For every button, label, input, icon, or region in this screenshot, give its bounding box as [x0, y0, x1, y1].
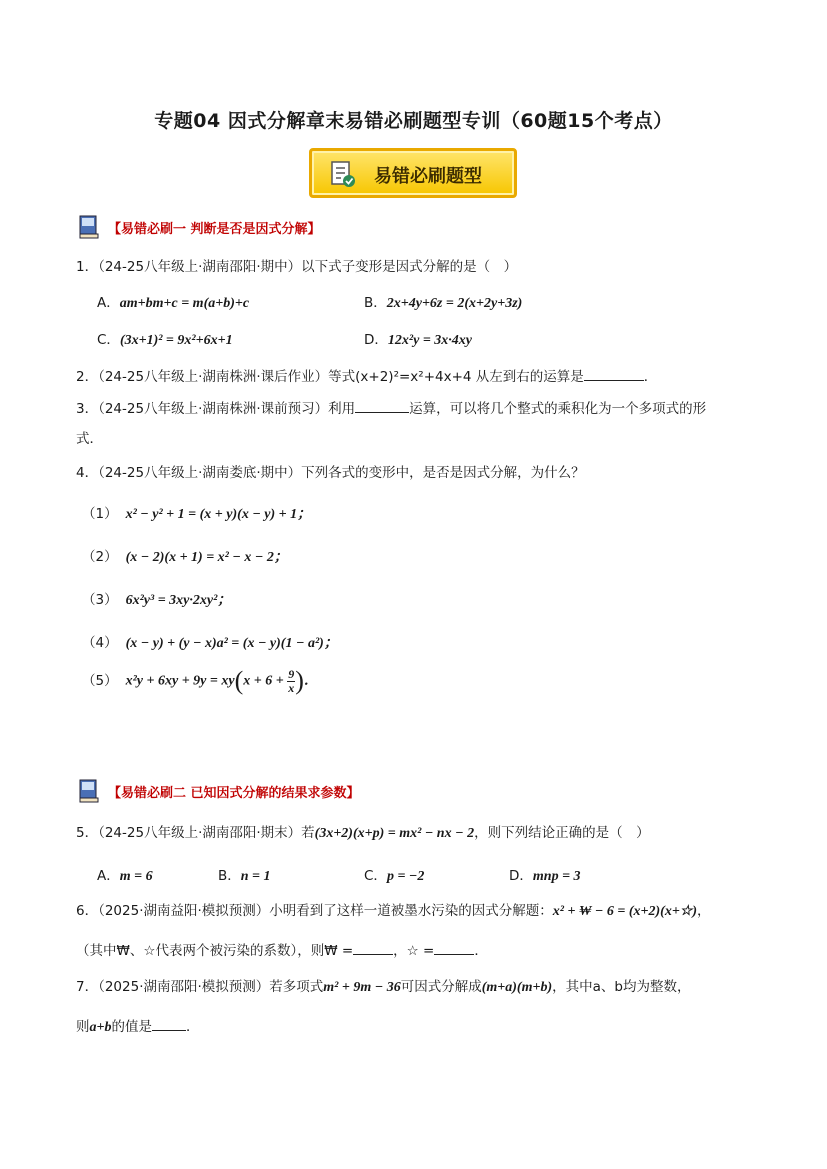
fraction: $\frac{9}{x}$ [288, 666, 295, 695]
answer-blank[interactable] [353, 940, 393, 955]
question-4-item-2: （2） (x − 2)(x + 1) = x² − x − 2； [82, 549, 288, 565]
option-a: A．am+bm+c = m(a+b)+c [97, 295, 250, 311]
option-d: D．mnp = 3 [509, 868, 581, 884]
answer-blank[interactable] [152, 1016, 186, 1031]
book-icon [76, 214, 102, 240]
question-6-cont: （其中₩、☆代表两个被污染的系数），则₩ = ，☆ = ． [76, 940, 488, 960]
question-4: 4．（24-25八年级上·湖南娄底·期中）下列各式的变形中，是否是因式分解，为什么？ [76, 465, 585, 481]
question-2: 2．（24-25八年级上·湖南株洲·课后作业）等式(x+2)²=x²+4x+4 从左到右的运算是 ． [76, 366, 657, 386]
question-1: 1．（24-25八年级上·湖南邵阳·期中）以下式子变形是因式分解的是（ ） [76, 259, 518, 275]
book-icon [76, 778, 102, 804]
option-b: B．n = 1 [218, 868, 271, 884]
question-4-item-1: （1） x² − y² + 1 = (x + y)(x − y) + 1； [82, 506, 312, 522]
banner [309, 148, 517, 198]
question-4-item-5: （5） x²y + 6xy + 9y = xy(x + 6 + $\frac{9}{x}$ )． [82, 666, 318, 695]
option-d: D．12x²y = 3x·4xy [364, 332, 473, 348]
question-4-item-4: （4） (x − y) + (y − x)a² = (x − y)(1 − a²)； [82, 635, 338, 651]
option-c: C．(3x+1)² = 9x²+6x+1 [97, 332, 233, 348]
question-5: 5．（24-25八年级上·湖南邵阳·期末）若(3x+2)(x+p) = mx² − nx − 2，则下列结论正确的是（ ） [76, 825, 650, 841]
section-label: 【易错必刷二 已知因式分解的结果求参数】 [108, 786, 360, 801]
answer-blank[interactable] [355, 398, 409, 413]
checklist-icon [330, 160, 356, 188]
banner-label: 易错必刷题型 [374, 166, 482, 187]
page-title: 专题04 因式分解章末易错必刷题型专训（60题15个考点） [154, 110, 673, 132]
answer-blank[interactable] [584, 366, 644, 381]
question-6: 6．（2025·湖南益阳·模拟预测）小明看到了这样一道被墨水污染的因式分解题：x² + ₩ − 6 = (x+2)(x+☆)， [76, 903, 711, 919]
question-7: 7．（2025·湖南邵阳·模拟预测）若多项式m² + 9m − 36可因式分解成(m+a)(m+b)，其中a、b均为整数， [76, 979, 691, 995]
answer-blank[interactable] [434, 940, 474, 955]
section-label: 【易错必刷一 判断是否是因式分解】 [108, 222, 321, 237]
question-4-item-3: （3） 6x²y³ = 3xy·2xy²； [82, 592, 232, 608]
option-b: B．2x+4y+6z = 2(x+2y+3z) [364, 295, 523, 311]
question-3-cont: 式． [76, 431, 103, 447]
question-3: 3．（24-25八年级上·湖南株洲·课前预习）利用 运算，可以将几个整式的乘积化为一个多项式的形 [76, 398, 706, 418]
option-a: A．m = 6 [97, 868, 153, 884]
option-c: C．p = −2 [364, 868, 425, 884]
question-7-cont: 则a+b的值是 ． [76, 1016, 199, 1037]
